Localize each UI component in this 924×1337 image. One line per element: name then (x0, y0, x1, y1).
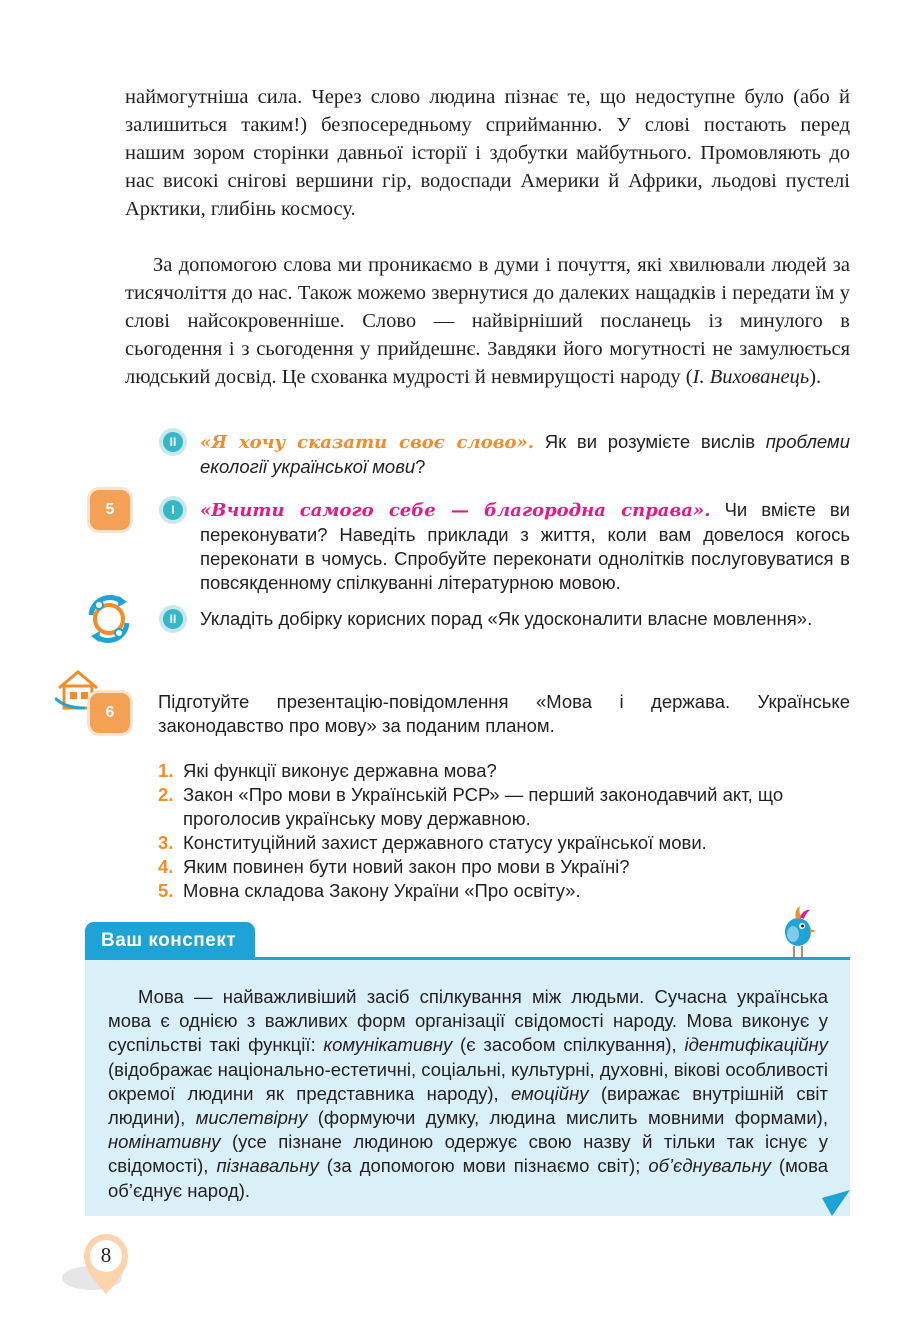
level-badge-icon (159, 496, 187, 524)
presentation-plan-list (158, 759, 852, 903)
list-item (158, 831, 852, 855)
list-item-number: 1. (158, 760, 174, 781)
paragraph-1: наймогутніша сила. Через слово людина пізнає те, що недоступне було (або й залишиться таким!) безпосередньому сприйманню. У слові постають перед нашим зором сторінки давньої історії і здобутки майбутнього. Промовляють до нас високі снігові вершини гір, водоспади Америки й Африки, льодові пустелі Арктики, глибінь космосу. (125, 86, 850, 220)
level-badge-icon (159, 428, 187, 456)
list-item-text: Конституційний захист державного статусу української мови. (183, 832, 707, 853)
paragraph-2-end: ). (809, 366, 822, 388)
task-6-text: Підготуйте презентацію-повідомлення «Мова і держава. Українське законодавство про мову» за поданим планом. (158, 691, 850, 736)
list-item (158, 855, 852, 879)
konspekt-s2: (є засобом спілкування), (452, 1034, 685, 1056)
konspekt-title: Ваш конспект (101, 930, 237, 951)
paragraph-2 (125, 251, 850, 391)
task-5-text (200, 498, 850, 595)
function-communicative: комунікативну (323, 1034, 453, 1056)
paragraph-2-main: За допомогою слова ми проникаємо в думи і почуття, які хвилювали людей за тисячоліття до нас. Також можемо звернутися до далеких нащадків і передати їм у слові найсокровенніше. Слово — найвірніший посланець із минулого в сьогодення і з сьогодення у прийдешнє. Завдяки його могутності не замулюється людський досвід. Це схованка мудрості й невмирущості народу ( (125, 254, 850, 388)
list-item-number: 4. (158, 856, 174, 877)
konspekt-s6: (усе пізнане людиною одержує свою назву й тільки так існує у свідомості), (108, 1131, 828, 1177)
task-5b-text: Укладіть добірку корисних порад «Як удосконалити власне мовлення». (200, 608, 813, 629)
level-label: II (163, 609, 183, 629)
function-identification: ідентифікаційну (684, 1034, 828, 1056)
list-item-text: Мовна складова Закону України «Про освіту». (183, 880, 581, 901)
rotation-arrows-icon (85, 593, 133, 645)
konspekt-s5: (формуючи думку, людина мислить мовними формами), (307, 1107, 828, 1129)
list-item-number: 2. (158, 784, 174, 805)
list-item (158, 759, 852, 783)
konspekt-s4: (виражає внутрішній світ людини), (108, 1082, 828, 1129)
function-nominative: номінативну (108, 1131, 221, 1153)
function-emotional: емоційну (511, 1082, 589, 1104)
list-item (158, 783, 852, 831)
task-1-text (200, 430, 850, 479)
function-unifying: об’єднувальну (648, 1155, 771, 1177)
task-1-italic: проблеми екології української мови (200, 431, 850, 477)
list-item-number: 5. (158, 880, 174, 901)
level-badge-icon (159, 605, 187, 633)
level-label: I (163, 500, 183, 520)
list-item (158, 879, 852, 903)
list-item-text: Закон «Про мови в Українській РСР» — перший законодавчий акт, що проголосив українську мову державною. (183, 784, 784, 829)
paragraph-2-author: І. Вихованець (692, 366, 810, 388)
konspekt-header (85, 922, 255, 960)
function-cognitive: пізнавальну (216, 1155, 319, 1177)
task-1-quote: «Я хочу сказати своє слово». (200, 432, 535, 453)
konspekt-s3: (відображає національно-естетичні, соціальні, культурні, духовні, вікові особливості окремої людини як представника народу), (108, 1058, 828, 1104)
list-item-text: Яким повинен бути новий закон про мови в Україні? (183, 856, 630, 877)
page-number: 8 (100, 1243, 112, 1267)
task-5-quote: «Вчити самого себе — благородна справа». (200, 500, 711, 521)
level-label: II (163, 432, 183, 452)
task-6-number: 6 (105, 704, 115, 721)
list-item-text: Які функції виконує державна мова? (183, 760, 497, 781)
task-5-number-badge (90, 490, 130, 530)
function-thought-forming: мислетвірну (195, 1107, 308, 1129)
corner-arrow-icon (822, 1190, 852, 1218)
bird-icon (778, 902, 818, 960)
konspekt-s7: (за допомогою мови пізнаємо світ); (318, 1155, 649, 1177)
task-5-body: Чи вмієте ви переконувати? Наведіть приклади з життя, коли вам довелося когось переконати в чомусь. Спробуйте переконати однолітків послуговуватися в повсякденному спілкуванні літературною мовою. (200, 499, 850, 593)
task-6-number-badge (90, 693, 130, 733)
list-item-number: 3. (158, 832, 174, 853)
task-1-body: Як ви розумієте вислів (534, 431, 766, 452)
konspekt-s8: (мова об’єднує народ). (108, 1155, 828, 1201)
konspekt-s1: Мова — найважливіший засіб спілкування між людьми. Сучасна українська мова є однією з важливих форм організації свідомості народу. Мова виконує у суспільстві такі функції: (108, 986, 828, 1056)
konspekt-text (108, 985, 828, 1203)
task-5-number: 5 (105, 501, 115, 518)
task-1-end: ? (415, 456, 426, 477)
